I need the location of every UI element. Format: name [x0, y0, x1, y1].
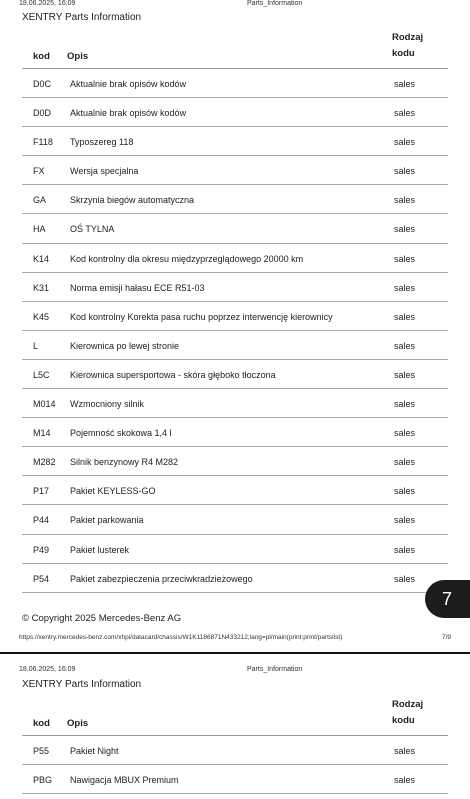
row-rodzaj: sales — [394, 166, 416, 177]
print-page-8 — [0, 660, 470, 799]
row-opis: Pojemność skokowa 1,4 l — [70, 428, 172, 439]
row-opis: Pakiet parkowania — [70, 515, 144, 526]
table-row — [22, 127, 448, 156]
row-opis: Typoszereg 118 — [70, 137, 134, 148]
row-kod: PBG — [33, 775, 53, 786]
row-kod: GA — [33, 195, 47, 206]
footer-url: https://xentry.mercedes-benz.com/xhpi/datacard/chassis/W1K1186871N433212;lang=pl/main(print:print/partslist) — [19, 634, 343, 641]
row-kod: D0D — [33, 108, 52, 119]
table-row — [22, 360, 448, 389]
column-header-rodzaj-line1: Rodzaj — [392, 32, 424, 43]
print-header — [0, 0, 470, 10]
row-rodzaj: sales — [394, 573, 416, 584]
table-row — [22, 476, 448, 505]
row-rodzaj: sales — [394, 457, 416, 468]
row-opis: Pakiet Night — [70, 746, 119, 756]
row-kod: P44 — [33, 515, 50, 526]
row-rodzaj: sales — [394, 775, 416, 786]
column-header-rodzaj — [392, 30, 423, 62]
table-header — [22, 699, 448, 736]
table-row — [22, 447, 448, 476]
row-kod: P54 — [33, 573, 50, 584]
row-kod: K14 — [33, 253, 50, 264]
row-kod: FX — [33, 166, 45, 177]
table-row — [22, 736, 448, 765]
column-header-rodzaj-line2: kodu — [392, 715, 415, 726]
row-opis: Skrzynia biegów automatyczna — [70, 195, 195, 206]
row-opis: Pakiet zabezpieczenia przeciwkradzieżowego — [70, 573, 253, 584]
row-rodzaj: sales — [394, 428, 416, 439]
print-document-title: Parts_Information — [247, 0, 303, 7]
row-rodzaj: sales — [394, 340, 416, 351]
table-row — [22, 244, 448, 273]
column-header-opis: Opis — [67, 718, 89, 729]
row-rodzaj: sales — [394, 399, 416, 410]
row-opis: Wzmocniony silnik — [70, 399, 145, 410]
app-title: XENTRY Parts Information — [22, 679, 142, 690]
table-row — [22, 765, 448, 794]
parts-table-body — [22, 736, 448, 794]
table-row — [22, 418, 448, 447]
row-opis: Silnik benzynowy R4 M282 — [70, 457, 179, 468]
row-opis: OŚ TYLNA — [70, 224, 115, 235]
row-rodzaj: sales — [394, 515, 416, 526]
page-separator — [0, 652, 470, 660]
row-rodzaj: sales — [394, 486, 416, 497]
row-rodzaj: sales — [394, 544, 416, 555]
column-header-rodzaj — [392, 697, 423, 729]
table-row — [22, 156, 448, 185]
row-rodzaj: sales — [394, 746, 416, 756]
footer-page-number: 7/9 — [442, 634, 452, 641]
table-row — [22, 505, 448, 534]
row-rodzaj: sales — [394, 108, 416, 119]
table-header — [22, 32, 448, 69]
row-kod: M14 — [33, 428, 51, 439]
print-date: 18.06.2025, 16:09 — [19, 666, 76, 673]
row-opis: Pakiet lusterek — [70, 544, 130, 555]
row-opis: Wersja specjalna — [70, 166, 139, 177]
table-row — [22, 214, 448, 243]
table-row — [22, 302, 448, 331]
row-opis: Nawigacja MBUX Premium — [70, 775, 179, 786]
row-opis: Aktualnie brak opisów kodów — [70, 79, 187, 89]
row-kod: D0C — [33, 79, 52, 89]
page-number-badge: 7 — [425, 580, 470, 618]
row-rodzaj: sales — [394, 195, 416, 206]
row-kod: M014 — [33, 399, 56, 410]
row-kod: P17 — [33, 486, 50, 497]
print-header — [0, 666, 470, 676]
column-header-opis: Opis — [67, 51, 89, 62]
row-kod: K31 — [33, 282, 50, 293]
row-kod: K45 — [33, 311, 50, 322]
print-footer — [0, 634, 470, 644]
row-opis: Norma emisji hałasu ECE R51-03 — [70, 282, 205, 293]
row-opis: Kod kontrolny dla okresu międzyprzeglądowego 20000 km — [70, 253, 304, 264]
column-header-kod: kod — [33, 718, 50, 729]
row-rodzaj: sales — [394, 253, 416, 264]
row-kod: M282 — [33, 457, 56, 468]
column-header-kod: kod — [33, 51, 50, 62]
table-row — [22, 69, 448, 98]
table-row — [22, 273, 448, 302]
row-opis: Kod kontrolny Korekta pasa ruchu poprzez interwencję kierownicy — [70, 311, 333, 322]
print-date: 18.06.2025, 16:09 — [19, 0, 76, 7]
row-kod: P55 — [33, 746, 50, 756]
table-row — [22, 331, 448, 360]
row-kod: L5C — [33, 369, 50, 380]
row-opis: Pakiet KEYLESS-GO — [70, 486, 156, 497]
parts-table-body — [22, 69, 448, 593]
row-kod: HA — [33, 224, 46, 235]
table-row — [22, 564, 448, 593]
row-kod: F118 — [33, 137, 53, 148]
row-rodzaj: sales — [394, 311, 416, 322]
table-row — [22, 98, 448, 127]
row-rodzaj: sales — [394, 282, 416, 293]
row-opis: Kierownica supersportowa - skóra głęboko tłoczona — [70, 369, 276, 380]
row-kod: P49 — [33, 544, 50, 555]
row-rodzaj: sales — [394, 369, 416, 380]
app-title: XENTRY Parts Information — [22, 12, 142, 23]
print-document-title: Parts_Information — [247, 666, 303, 673]
row-rodzaj: sales — [394, 224, 416, 235]
column-header-rodzaj-line2: kodu — [392, 48, 415, 59]
table-row — [22, 389, 448, 418]
row-opis: Aktualnie brak opisów kodów — [70, 108, 187, 119]
copyright: © Copyright 2025 Mercedes-Benz AG — [22, 613, 182, 624]
row-rodzaj: sales — [394, 137, 416, 148]
row-rodzaj: sales — [394, 79, 416, 89]
table-row — [22, 535, 448, 564]
column-header-rodzaj-line1: Rodzaj — [392, 699, 424, 710]
row-kod: L — [33, 340, 39, 351]
table-row — [22, 185, 448, 214]
row-opis: Kierownica po lewej stronie — [70, 340, 180, 351]
